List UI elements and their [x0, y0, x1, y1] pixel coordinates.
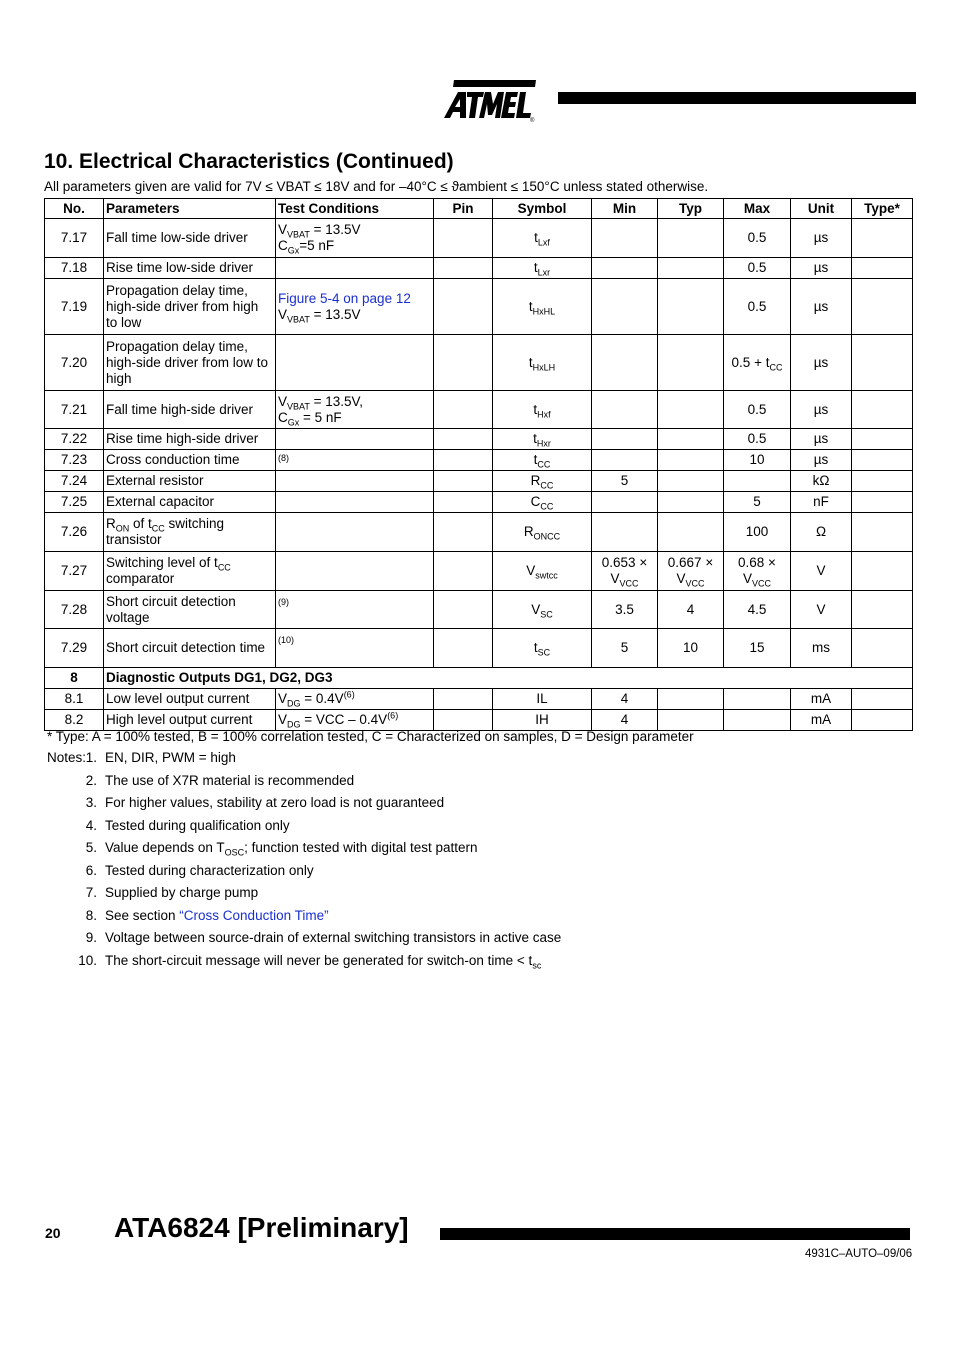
cell-type [852, 391, 913, 429]
cell-test-conditions [276, 450, 434, 471]
cell-max: 0.5 [724, 258, 791, 279]
cell-pin [434, 219, 493, 258]
cell-typ [658, 471, 724, 492]
section-row [45, 668, 913, 689]
cell-no: 7.26 [45, 513, 104, 552]
cell-min: 3.5 [592, 591, 658, 629]
cell-typ [658, 492, 724, 513]
cell-min [592, 391, 658, 429]
cell-test-conditions: Figure 5-4 on page 12 $V_{VBAT} = 13.5V$ [276, 279, 434, 335]
cell-no: 8.1 [45, 689, 104, 710]
cell-test-conditions [276, 258, 434, 279]
cell-min [592, 258, 658, 279]
cell-pin [434, 258, 493, 279]
cell-symbol: $t_{Lxf}$ [493, 219, 592, 258]
cell-type [852, 710, 913, 731]
table-row [45, 258, 913, 279]
table-row [45, 429, 913, 450]
cell-symbol: $R_{ONCC}$ [493, 513, 592, 552]
header-parameters: Parameters [104, 199, 276, 219]
cell-max: 4.5 [724, 591, 791, 629]
cell-symbol: $t_{Lxr}$ [493, 258, 592, 279]
header-typ: Typ [658, 199, 724, 219]
cell-pin [434, 710, 493, 731]
cell-test-conditions: $V_{VBAT} = 13.5V$ $C_{Gx}=5$ nF [276, 219, 434, 258]
cell-pin [434, 450, 493, 471]
cell-unit: µs [791, 429, 852, 450]
table-row [45, 710, 913, 731]
cell-min: 4 [592, 689, 658, 710]
cell-symbol: $V_{SC}$ [493, 591, 592, 629]
header-unit: Unit [791, 199, 852, 219]
cell-max [724, 471, 791, 492]
cell-min [592, 335, 658, 391]
cell-max: 100 [724, 513, 791, 552]
table-row [45, 219, 913, 258]
cell-max: 0.5 [724, 279, 791, 335]
cell-parameter: Fall time high-side driver [104, 391, 276, 429]
cell-no: 7.22 [45, 429, 104, 450]
cell-pin [434, 471, 493, 492]
cell-no: 7.27 [45, 552, 104, 591]
notes-label: Notes: [47, 750, 87, 765]
cell-typ [658, 513, 724, 552]
cell-test-conditions: $V_{DG} = 0.4V^{(6)}$ [276, 689, 434, 710]
note-ref: (10) [278, 635, 295, 645]
table-row [45, 391, 913, 429]
note-ref: (9) [278, 597, 289, 607]
cell-symbol: $t_{Hxf}$ [493, 391, 592, 429]
cell-no: 7.25 [45, 492, 104, 513]
cell-min [592, 429, 658, 450]
note-item: 5. Value depends on $T_{OSC}$; function tested with digital test pattern [85, 840, 478, 858]
cell-min: 0.653 × $V_{VCC}$ [592, 552, 658, 591]
cell-test-conditions [276, 429, 434, 450]
cell-test-conditions [276, 471, 434, 492]
table-row [45, 629, 913, 668]
cell-typ [658, 219, 724, 258]
cell-unit: µs [791, 258, 852, 279]
note-ref: (8) [278, 453, 289, 463]
cell-typ [658, 429, 724, 450]
cell-test-conditions [276, 552, 434, 591]
header-test-conditions: Test Conditions [276, 199, 434, 219]
note-item: 8. See section “Cross Conduction Time” [85, 907, 329, 923]
table-row [45, 591, 913, 629]
cell-unit: V [791, 591, 852, 629]
cell-max [724, 689, 791, 710]
cell-type [852, 279, 913, 335]
document-number: 4931C–AUTO–09/06 [805, 1248, 913, 1260]
cell-parameter: External resistor [104, 471, 276, 492]
cell-test-conditions [276, 335, 434, 391]
cell-typ: 10 [658, 629, 724, 668]
cell-max: $0.5 + t_{CC}$ [724, 335, 791, 391]
cell-pin [434, 552, 493, 591]
cell-typ [658, 258, 724, 279]
header-pin: Pin [434, 199, 493, 219]
cell-type [852, 492, 913, 513]
cell-symbol: $t_{CC}$ [493, 450, 592, 471]
cell-no: 7.17 [45, 219, 104, 258]
cell-symbol: IH [493, 710, 592, 731]
cell-symbol: $C_{CC}$ [493, 492, 592, 513]
notes-list [78, 750, 805, 975]
electrical-characteristics-table [44, 198, 913, 731]
cell-pin [434, 492, 493, 513]
cell-symbol: $R_{CC}$ [493, 471, 592, 492]
footer-rule [440, 1228, 910, 1240]
header-symbol: Symbol [493, 199, 592, 219]
table-row [45, 450, 913, 471]
cell-min: 5 [592, 629, 658, 668]
cell-type [852, 689, 913, 710]
cell-typ [658, 710, 724, 731]
figure-link[interactable]: Figure 5-4 on page 12 [278, 290, 411, 306]
cell-typ [658, 335, 724, 391]
registered-mark: ® [530, 118, 535, 122]
cell-unit: µs [791, 279, 852, 335]
cell-parameter: Rise time high-side driver [104, 429, 276, 450]
cell-unit: µs [791, 450, 852, 471]
cell-unit: mA [791, 689, 852, 710]
cell-parameter: Short circuit detection voltage [104, 591, 276, 629]
cell-pin [434, 429, 493, 450]
cell-symbol: $V_{swtcc}$ [493, 552, 592, 591]
cell-unit: µs [791, 335, 852, 391]
table-row [45, 279, 913, 335]
cell-symbol: $t_{SC}$ [493, 629, 592, 668]
section-title: 10. Electrical Characteristics (Continued) [44, 150, 454, 173]
cell-test-conditions [276, 492, 434, 513]
cell-type [852, 450, 913, 471]
section-intro: All parameters given are valid for 7V ≤ VBAT ≤ 18V and for –40°C ≤ ϑambient ≤ 150°C unless stated otherwise. [44, 179, 709, 194]
note-item: 1. EN, DIR, PWM = high [85, 750, 236, 765]
cell-parameter: Rise time low-side driver [104, 258, 276, 279]
cross-conduction-link[interactable]: “Cross Conduction Time” [179, 907, 329, 923]
cell-symbol: $t_{HxLH}$ [493, 335, 592, 391]
cell-min: 5 [592, 471, 658, 492]
cell-pin [434, 279, 493, 335]
cell-no: 8.2 [45, 710, 104, 731]
table-header-row [45, 199, 913, 219]
cell-type [852, 429, 913, 450]
cell-type [852, 629, 913, 668]
table-row [45, 513, 913, 552]
type-footnote: * Type: A = 100% tested, B = 100% correlation tested, C = Characterized on samples, D = Design parameter [47, 729, 694, 744]
cell-parameter: Fall time low-side driver [104, 219, 276, 258]
header-rule [558, 92, 916, 104]
cell-test-conditions [276, 513, 434, 552]
cell-symbol: IL [493, 689, 592, 710]
cell-typ [658, 391, 724, 429]
cell-min [592, 219, 658, 258]
cell-unit: mA [791, 710, 852, 731]
cell-test-conditions: $V_{VBAT} = 13.5V$, $C_{Gx} = 5$ nF [276, 391, 434, 429]
cell-unit: µs [791, 219, 852, 258]
cell-max: 15 [724, 629, 791, 668]
cell-pin [434, 335, 493, 391]
note-item: 7. Supplied by charge pump [85, 885, 259, 900]
header-min: Min [592, 199, 658, 219]
cell-symbol: $t_{HxHL}$ [493, 279, 592, 335]
cell-no: 7.21 [45, 391, 104, 429]
note-item: 2. The use of X7R material is recommended [85, 772, 355, 788]
note-item: 10. The short-circuit message will never be generated for switch-on time < $t_{sc}$ [78, 952, 542, 971]
table-row [45, 689, 913, 710]
cell-min: 4 [592, 710, 658, 731]
table-row [45, 335, 913, 391]
cell-no: 7.19 [45, 279, 104, 335]
cell-type [852, 591, 913, 629]
cell-symbol: $t_{Hxr}$ [493, 429, 592, 450]
table-row [45, 492, 913, 513]
cell-test-conditions [276, 591, 434, 629]
cell-test-conditions [276, 629, 434, 668]
cell-typ [658, 279, 724, 335]
cell-type [852, 471, 913, 492]
header-type: Type* [852, 199, 913, 219]
header-max: Max [724, 199, 791, 219]
cell-max: 0.5 [724, 219, 791, 258]
cell-min [592, 279, 658, 335]
cell-typ [658, 689, 724, 710]
cell-pin [434, 689, 493, 710]
cell-parameter: Propagation delay time, high-side driver from low to high [104, 335, 276, 391]
cell-typ: 4 [658, 591, 724, 629]
cell-parameter: Low level output current [104, 689, 276, 710]
table-row [45, 552, 913, 591]
cell-no: 8 [45, 668, 104, 689]
cell-parameter: $R_{ON}$ of $t_{CC}$ switching transistor [104, 513, 276, 552]
note-item: 6. Tested during characterization only [85, 862, 314, 878]
cell-test-conditions: $V_{DG}$ = VCC – $0.4V^{(6)}$ [276, 710, 434, 731]
cell-type [852, 335, 913, 391]
atmel-logo [440, 74, 536, 122]
cell-type [852, 513, 913, 552]
table-row [45, 471, 913, 492]
cell-pin [434, 629, 493, 668]
cell-min [592, 513, 658, 552]
cell-no: 7.18 [45, 258, 104, 279]
cell-parameter: Cross conduction time [104, 450, 276, 471]
cell-unit: V [791, 552, 852, 591]
cell-parameter: High level output current [104, 710, 276, 731]
header-no: No. [45, 199, 104, 219]
cell-typ [658, 450, 724, 471]
cell-no: 7.20 [45, 335, 104, 391]
page-number: 20 [45, 1225, 61, 1241]
cell-parameter: External capacitor [104, 492, 276, 513]
cell-unit: Ω [791, 513, 852, 552]
cell-parameter: Propagation delay time, high-side driver from high to low [104, 279, 276, 335]
cell-max [724, 710, 791, 731]
cell-max: 0.5 [724, 391, 791, 429]
cell-no: 7.24 [45, 471, 104, 492]
cell-unit: kΩ [791, 471, 852, 492]
note-item: 9. Voltage between source-drain of external switching transistors in active case [85, 930, 562, 945]
cell-pin [434, 391, 493, 429]
cell-pin [434, 513, 493, 552]
cell-type [852, 219, 913, 258]
section-heading: Diagnostic Outputs DG1, DG2, DG3 [104, 668, 913, 689]
cell-parameter: Short circuit detection time [104, 629, 276, 668]
cell-type [852, 552, 913, 591]
cell-max: 0.68 × $V_{VCC}$ [724, 552, 791, 591]
cell-min [592, 492, 658, 513]
note-item: 3. For higher values, stability at zero load is not guaranteed [85, 795, 445, 810]
cell-no: 7.23 [45, 450, 104, 471]
cell-unit: nF [791, 492, 852, 513]
cell-parameter: Switching level of $t_{CC}$ comparator [104, 552, 276, 591]
cell-no: 7.29 [45, 629, 104, 668]
cell-unit: ms [791, 629, 852, 668]
cell-max: 10 [724, 450, 791, 471]
cell-unit: µs [791, 391, 852, 429]
note-item: 4. Tested during qualification only [85, 817, 290, 833]
cell-type [852, 258, 913, 279]
cell-typ: 0.667 × $V_{VCC}$ [658, 552, 724, 591]
cell-no: 7.28 [45, 591, 104, 629]
document-title: ATA6824 [Preliminary] [114, 1212, 409, 1243]
cell-min [592, 450, 658, 471]
cell-pin [434, 591, 493, 629]
cell-max: 5 [724, 492, 791, 513]
cell-max: 0.5 [724, 429, 791, 450]
